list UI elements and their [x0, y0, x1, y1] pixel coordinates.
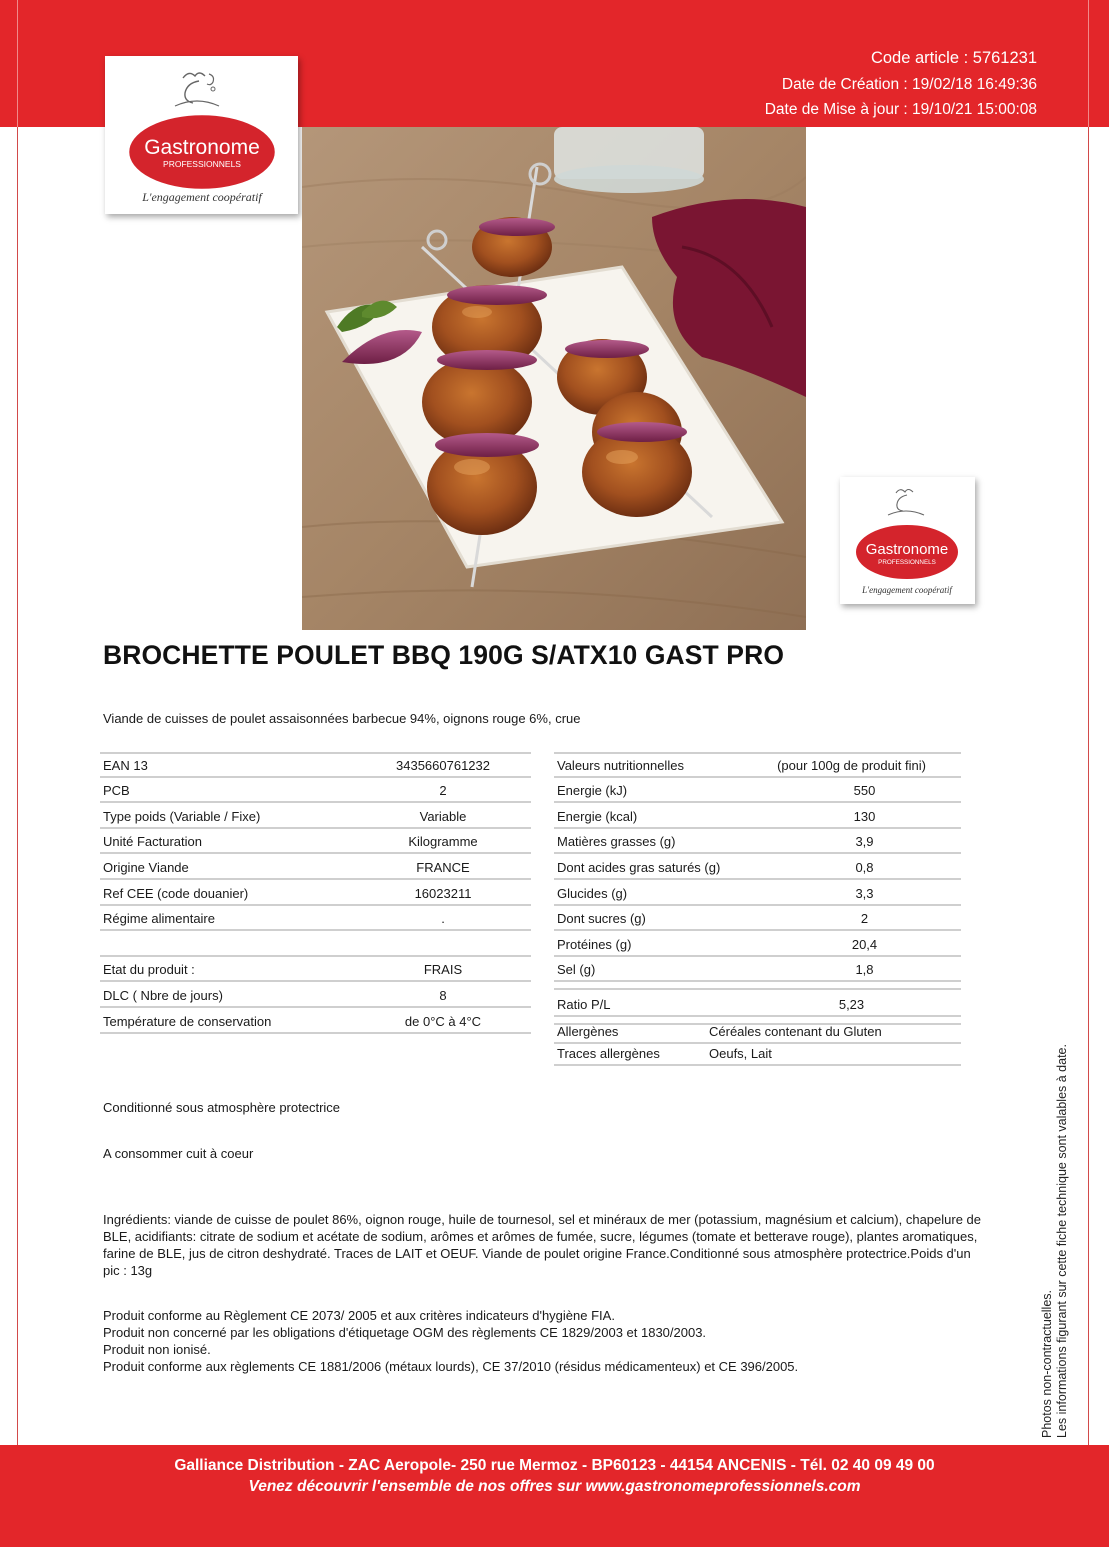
spec-value: 16023211	[414, 885, 472, 901]
nutrition-label: Glucides (g)	[557, 885, 628, 901]
update-date: Date de Mise à jour : 19/10/21 15:00:08	[764, 101, 1037, 118]
ratio-label: Ratio P/L	[557, 997, 611, 1013]
spec-value: 8	[439, 987, 447, 1003]
nutrition-label: Energie (kJ)	[557, 783, 628, 799]
code-article: Code article : 5761231	[870, 49, 1037, 67]
spec-label: Unité Facturation	[103, 834, 202, 850]
frame-line	[17, 127, 18, 1445]
creation-date: Date de Création : 19/02/18 16:49:36	[781, 75, 1037, 93]
spec-row-empty	[100, 931, 531, 957]
nutrition-value: 3,3	[855, 885, 874, 901]
spec-row	[100, 906, 531, 932]
product-description: Viande de cuisses de poulet assaisonnées barbecue 94%, oignons rouge 6%, crue	[103, 711, 581, 726]
nutrition-label: Protéines (g)	[557, 936, 632, 952]
ratio-value: 5,23	[838, 997, 865, 1013]
nutrition-header-label: Valeurs nutritionnelles	[557, 757, 684, 773]
spec-value: 2	[439, 783, 447, 799]
nutrition-value: 550	[853, 783, 876, 799]
disclaimer-line: Photos non-contractuelles.	[1040, 1289, 1054, 1438]
chicken-skewer-image	[302, 127, 806, 630]
nutrition-value: 3,9	[855, 834, 874, 850]
regulation-line: Produit conforme aux règlements CE 1881/2006 (métaux lourds), CE 37/2010 (résidus médicamenteux) et CE 396/2005.	[103, 1359, 799, 1374]
allergens-row	[554, 1023, 961, 1044]
nutrition-row	[554, 829, 961, 855]
cooking-note: A consommer cuit à coeur	[103, 1146, 254, 1161]
spec-label: Température de conservation	[103, 1013, 272, 1029]
nutrition-row	[554, 854, 961, 880]
allergens-label: Allergènes	[557, 1024, 619, 1040]
spec-label: Origine Viande	[103, 859, 189, 875]
spec-value: FRANCE	[416, 859, 470, 875]
spec-label: Etat du produit :	[103, 962, 195, 978]
spec-label: PCB	[103, 783, 130, 799]
spec-value: .	[441, 911, 445, 927]
spec-value: Kilogramme	[408, 834, 478, 850]
nutrition-label: Dont acides gras saturés (g)	[557, 859, 721, 875]
nutrition-value: 20,4	[851, 936, 878, 952]
frame-line	[1088, 127, 1089, 1445]
ingredients-text: Ingrédients: viande de cuisse de poulet 86%, oignon rouge, huile de tournesol, sel et minéraux de mer (potassium, magnésium et calcium), chapelure de BLE, acidifiants: citrate de sodium et acétate de sodium, arômes et arômes de fumée, sucre, légumes (tomate et betterave rouge), plantes aromatiques, farine de BLE, jus de citron deshydraté. Traces de LAIT et OEUF. Viande de poulet origine France.Conditionné sous atmosphère protectrice.Poids d'un pic : 13g	[103, 1212, 982, 1278]
spec-label: DLC ( Nbre de jours)	[103, 987, 223, 1003]
nutrition-row	[554, 803, 961, 829]
nutrition-label: Energie (kcal)	[557, 808, 638, 824]
frame-line	[17, 0, 18, 127]
spec-row	[100, 1008, 531, 1034]
spec-row	[100, 957, 531, 983]
spec-value: Variable	[419, 808, 467, 824]
frame-line	[1088, 0, 1089, 127]
svg-text:Gastronome: Gastronome	[865, 541, 949, 558]
gastronome-logo-icon	[105, 56, 298, 214]
nutrition-header-unit: (pour 100g de produit fini)	[777, 757, 926, 773]
nutrition-table	[554, 752, 961, 1066]
spec-row	[100, 982, 531, 1008]
traces-value: Oeufs, Lait	[709, 1046, 772, 1062]
spec-value: 3435660761232	[396, 757, 490, 773]
spec-row	[100, 803, 531, 829]
footer-website[interactable]: Venez découvrir l'ensemble de nos offres sur www.gastronomeprofessionnels.com	[248, 1478, 861, 1495]
svg-text:L'engagement coopératif: L'engagement coopératif	[862, 585, 952, 595]
nutrition-row	[554, 957, 961, 983]
traces-row	[554, 1044, 961, 1066]
ratio-row	[554, 988, 961, 1017]
nutrition-row	[554, 778, 961, 804]
spec-row	[100, 854, 531, 880]
spec-value: de 0°C à 4°C	[404, 1013, 482, 1029]
nutrition-row	[554, 931, 961, 957]
nutrition-value: 2	[860, 911, 869, 927]
gastronome-logo-icon	[840, 477, 975, 604]
spec-label: EAN 13	[103, 757, 148, 773]
nutrition-label: Dont sucres (g)	[557, 911, 646, 927]
brand-logo	[105, 56, 298, 214]
spec-row	[100, 752, 531, 778]
product-specs-table	[100, 752, 531, 1034]
spec-label: Type poids (Variable / Fixe)	[103, 808, 261, 824]
regulation-line: Produit non ionisé.	[103, 1342, 211, 1357]
disclaimer	[1040, 1008, 1070, 1438]
brand-logo-small	[840, 477, 975, 604]
regulatory-notes	[103, 1307, 993, 1375]
disclaimer-line: Les informations figurant sur cette fiche technique sont valables à date.	[1055, 1044, 1069, 1438]
spec-row	[100, 778, 531, 804]
product-title: BROCHETTE POULET BBQ 190G S/ATX10 GAST PRO	[103, 640, 785, 670]
footer	[0, 1455, 1109, 1497]
document-meta	[765, 46, 1037, 123]
nutrition-row	[554, 880, 961, 906]
nutrition-header	[554, 752, 961, 778]
svg-text:PROFESSIONNELS: PROFESSIONNELS	[878, 559, 936, 566]
nutrition-value: 1,8	[855, 962, 874, 978]
spec-row	[100, 880, 531, 906]
nutrition-label: Matières grasses (g)	[557, 834, 676, 850]
nutrition-value: 0,8	[855, 859, 874, 875]
product-photo	[302, 127, 806, 630]
nutrition-label: Sel (g)	[557, 962, 596, 978]
spec-label: Régime alimentaire	[103, 911, 215, 927]
spec-label: Ref CEE (code douanier)	[103, 885, 249, 901]
nutrition-row	[554, 906, 961, 932]
spec-value: FRAIS	[423, 962, 463, 978]
regulation-line: Produit conforme au Règlement CE 2073/ 2005 et aux critères indicateurs d'hygiène FIA.	[103, 1308, 615, 1323]
svg-text:Gastronome: Gastronome	[144, 136, 260, 159]
nutrition-value: 130	[853, 808, 876, 824]
svg-text:PROFESSIONNELS: PROFESSIONNELS	[163, 159, 241, 169]
footer-address: Galliance Distribution - ZAC Aeropole- 250 rue Mermoz - BP60123 - 44154 ANCENIS - Tél. 02 40 09 49 00	[174, 1457, 935, 1474]
allergens-value: Céréales contenant du Gluten	[709, 1024, 882, 1040]
packaging-note: Conditionné sous atmosphère protectrice	[103, 1100, 341, 1115]
spec-row	[100, 829, 531, 855]
regulation-line: Produit non concerné par les obligations d'étiquetage OGM des règlements CE 1829/2003 et 1830/2003.	[103, 1325, 707, 1340]
svg-text:L'engagement coopératif: L'engagement coopératif	[142, 190, 262, 204]
traces-label: Traces allergènes	[557, 1046, 660, 1062]
